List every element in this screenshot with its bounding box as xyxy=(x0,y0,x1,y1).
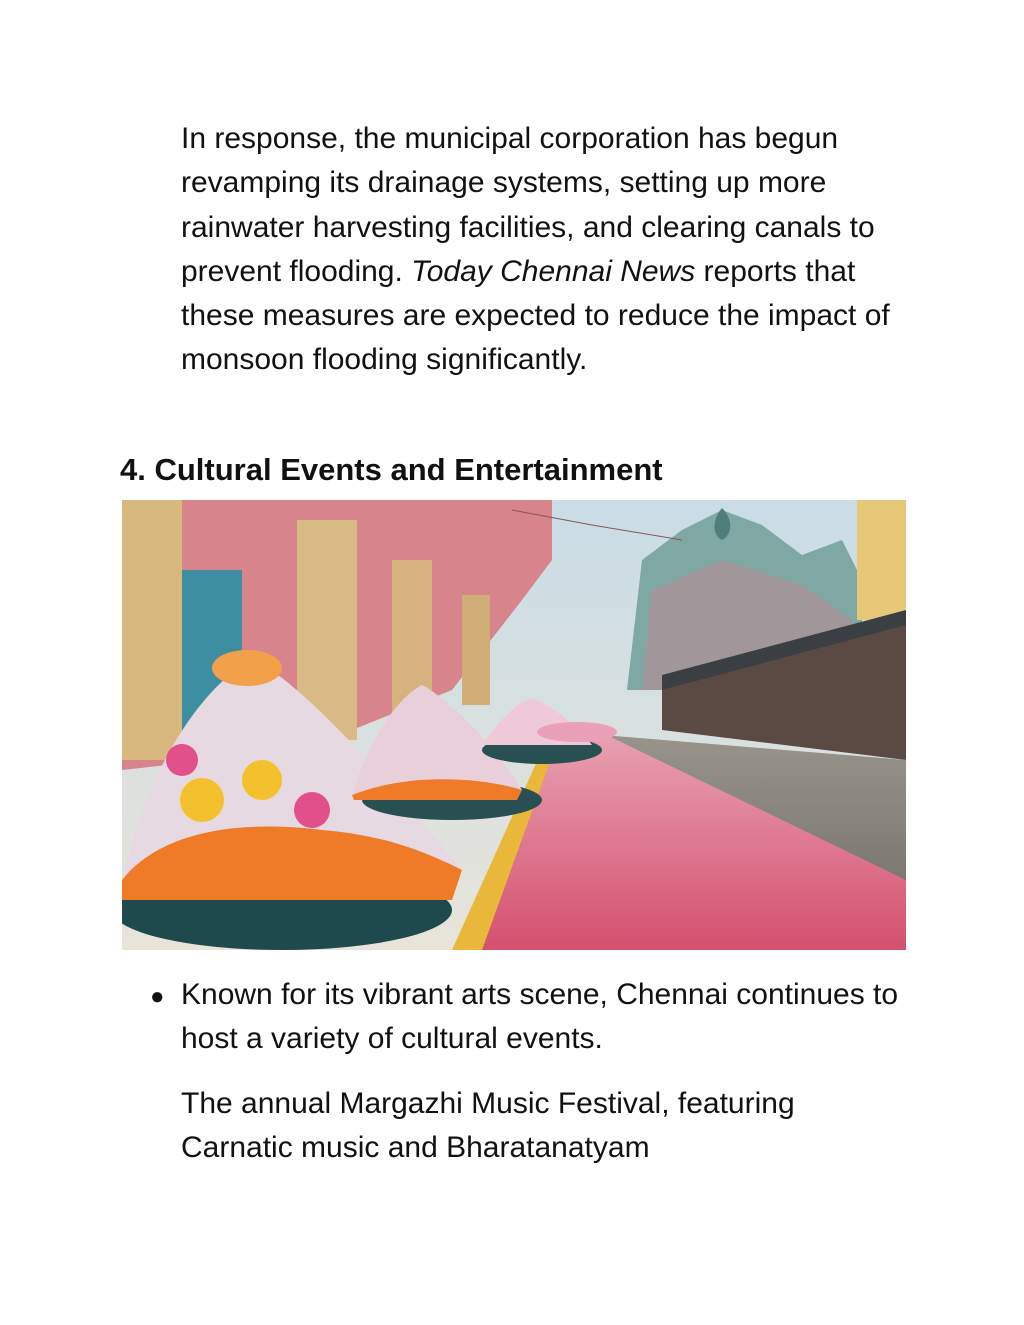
bullet-marker: ● xyxy=(150,983,165,1010)
bullet-item-text: Known for its vibrant arts scene, Chennai continues to host a variety of cultural events. xyxy=(181,978,899,1056)
intro-text-start: In response, the municipal corporation has begun revamping its drainage systems, setting up more rainwater harvesting facilities, and clearing canals to prevent flooding. xyxy=(181,122,875,288)
publication-name: Today Chennai News xyxy=(411,254,696,288)
festival-paragraph: The annual Margazhi Music Festival, featuring Carnatic music and Bharatanatyam xyxy=(181,1087,795,1165)
intro-text-end: reports that these measures are expected to reduce the impact of monsoon flooding significantly. xyxy=(181,254,890,377)
festival-street-photo xyxy=(122,500,906,950)
section-heading: 4. Cultural Events and Entertainment xyxy=(120,452,663,487)
intro-paragraph xyxy=(181,117,901,383)
